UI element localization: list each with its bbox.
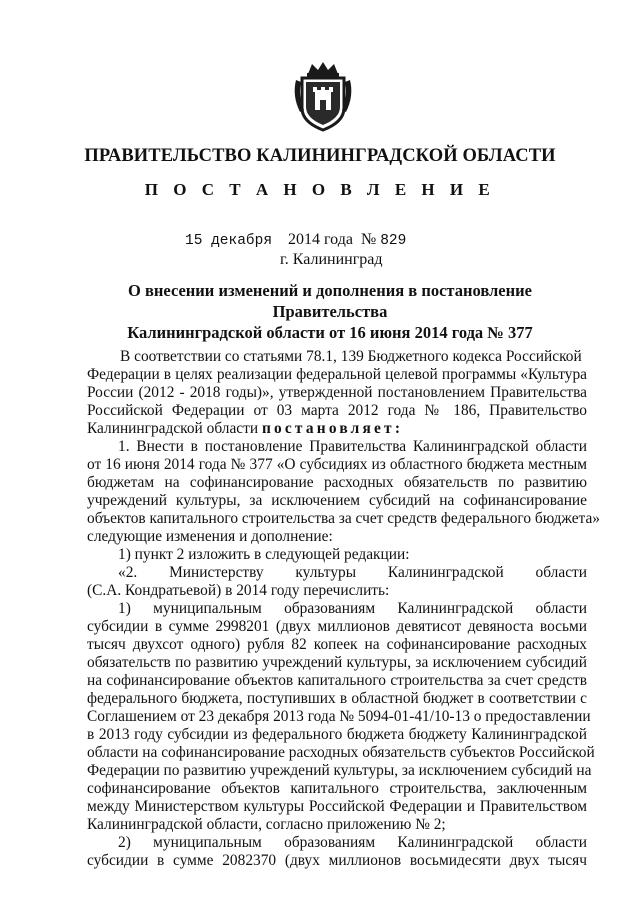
- body-line: от 16 июня 2014 года № 377 «О субсидиях из областного бюджета местным: [87, 456, 587, 473]
- document-date: 15 декабря: [185, 233, 273, 249]
- body-line: между Министерством культуры Российской Федерации и Правительством: [87, 798, 587, 815]
- body-line: «2. Министерству культуры Калининградской области: [118, 564, 587, 581]
- date-line: [185, 231, 406, 249]
- document-type: П О С Т А Н О В Л Е Н И Е: [144, 180, 496, 199]
- coat-of-arms-icon: [290, 60, 356, 132]
- body-line: В соответствии со статьями 78.1, 139 Бюджетного кодекса Российской: [120, 348, 582, 365]
- body-line: 2) муниципальным образованиям Калининградской области: [118, 834, 587, 851]
- body-line: Федерации по развитию учреждений культуры, за исключением субсидий на: [87, 762, 592, 779]
- body-line: 1) муниципальным образованиям Калининградской области: [118, 600, 587, 617]
- body-line: субсидии в сумме 2082370 (двух миллионов восьмидесяти двух тысяч: [87, 852, 587, 869]
- body-line: 1. Внести в постановление Правительства Калининградской области: [118, 438, 587, 455]
- body-line: области на софинансирование расходных обязательств субъектов Российской: [87, 744, 595, 761]
- body-line: Российской Федерации от 03 марта 2012 года № 186, Правительство: [87, 402, 587, 419]
- body-line: России (2012 - 2018 годы)», утвержденной постановлением Правительства: [87, 384, 587, 401]
- body-line: следующие изменения и дополнение:: [87, 528, 333, 545]
- body-line: Федерации в целях реализации федеральной целевой программы «Культура: [87, 366, 587, 383]
- document-city: г. Калининград: [280, 251, 383, 268]
- body-line: федерального бюджета, поступивших в областной бюджет в соответствии с: [87, 690, 587, 707]
- body-line: Калининградской области, согласно приложению № 2;: [87, 816, 446, 833]
- body-line: [87, 420, 587, 438]
- body-line: тысяч двухсот одного) рубля 82 копеек на софинансирование расходных: [87, 636, 587, 653]
- body-line: субсидии в сумме 2998201 (двух миллионов девятисот девяноста восьми: [87, 618, 587, 635]
- body-line: обязательств по развитию учреждений культуры, за исключением субсидий: [87, 654, 587, 671]
- title-line: Калининградской области от 16 июня 2014 года № 377: [127, 323, 533, 342]
- body-line: объектов капитального строительства за счет средств федерального бюджета»: [87, 510, 600, 527]
- body-line: 1) пункт 2 изложить в следующей редакции:: [118, 546, 410, 563]
- body-line: софинансирование объектов капитального строительства, заключенным: [87, 780, 587, 797]
- body-line: (С.А. Кондратьевой) в 2014 году перечислить:: [87, 582, 390, 599]
- organization-name: ПРАВИТЕЛЬСТВО КАЛИНИНГРАДСКОЙ ОБЛАСТИ: [84, 146, 556, 166]
- body-line: учреждений культуры, за исключением субсидий на софинансирование: [87, 492, 587, 509]
- resolves-word: постановляет:: [261, 420, 404, 437]
- body-line: на софинансирование объектов капитального строительства за счет средств: [87, 672, 587, 689]
- body-line: бюджетам на софинансирование расходных обязательств по развитию: [87, 474, 587, 491]
- document-number: 829: [380, 233, 407, 249]
- number-sign: №: [360, 231, 377, 248]
- body-line: Соглашением от 23 декабря 2013 года № 5094-01-41/10-13 о предоставлении: [87, 708, 591, 725]
- title-line: О внесении изменений и дополнения в постановление Правительства: [128, 281, 532, 321]
- document-year: 2014 года: [288, 231, 353, 248]
- body-line: в 2013 году субсидии из федерального бюджета бюджету Калининградской: [87, 726, 587, 743]
- document-title: [70, 280, 590, 343]
- body-text: Калининградской области: [87, 420, 262, 437]
